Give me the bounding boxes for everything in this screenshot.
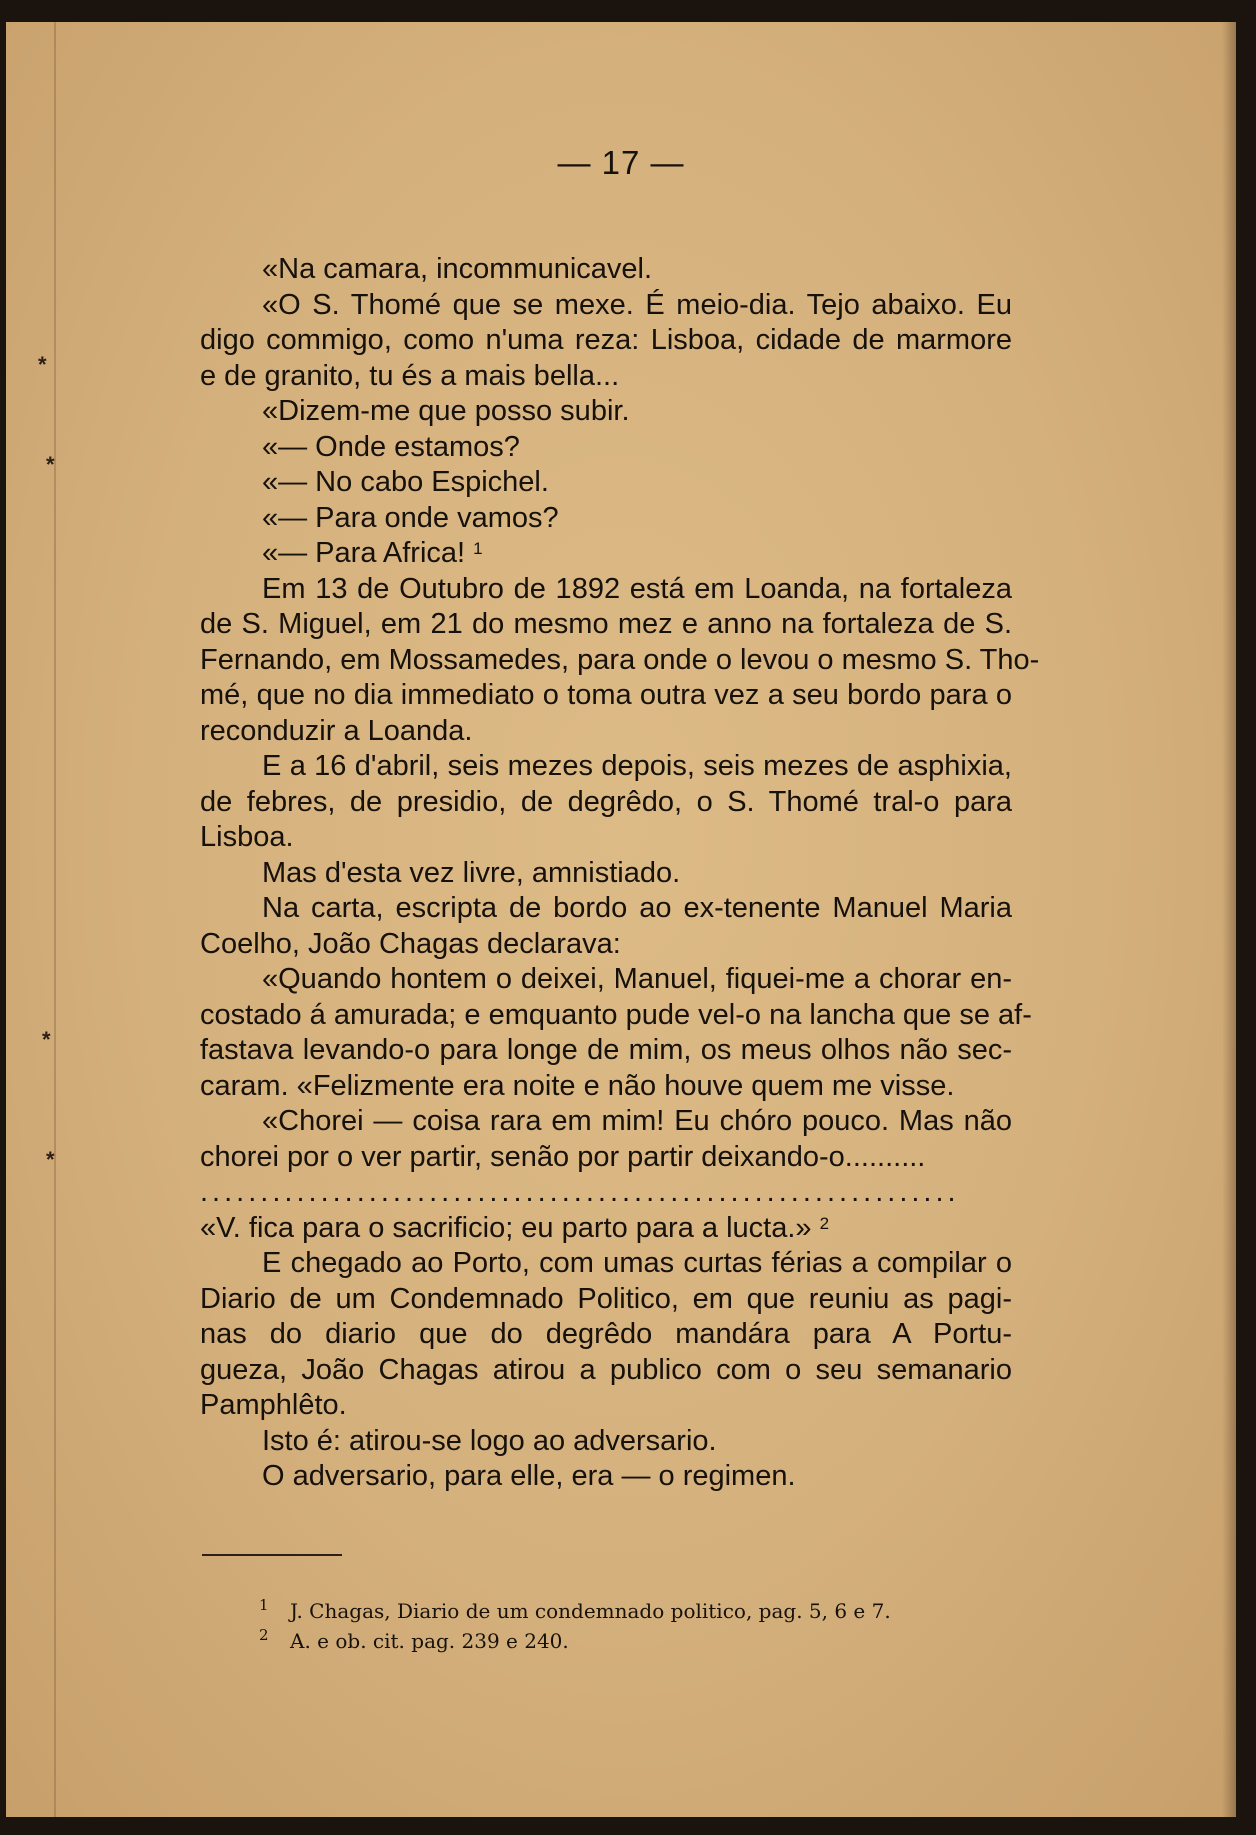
text-line — [200, 501, 1012, 537]
text-line — [200, 1459, 1012, 1495]
line-text: de febres, de presidio, de degrêdo, o S. Thomé tral-o para — [200, 785, 1012, 818]
text-line — [200, 252, 1012, 288]
line-text: Isto é: atirou-se logo ao adversario. — [262, 1424, 717, 1457]
footnote-number: 1 — [259, 1596, 269, 1614]
line-text: de S. Miguel, em 21 do mesmo mez e anno na fortaleza de S. — [200, 608, 1012, 640]
body-text — [200, 252, 1040, 1495]
text-line — [200, 1246, 1012, 1282]
line-text: chorei por o ver partir, senão por partir deixando-o.......... — [200, 1140, 926, 1173]
line-text: Coelho, João Chagas declarava: — [200, 927, 621, 960]
text-line — [200, 1140, 1012, 1176]
margin-mark: * — [38, 352, 47, 377]
text-line — [200, 749, 1012, 785]
text-line — [200, 643, 1040, 679]
line-text: nas do diario que do degrêdo mandára para A Portu- — [200, 1318, 1012, 1350]
footnote-number: 2 — [259, 1626, 269, 1644]
line-text: Diario de um Condemnado Politico, em que reuniu as pagi- — [200, 1282, 1012, 1315]
margin-mark: * — [42, 1027, 51, 1052]
line-text: Mas d'esta vez livre, amnistiado. — [262, 856, 681, 889]
line-text: «— Onde estamos? — [262, 430, 520, 463]
text-line — [200, 465, 1012, 501]
text-line — [200, 1104, 1012, 1140]
text-line — [200, 394, 1012, 430]
text-line — [200, 1353, 1012, 1389]
text-line — [200, 1211, 1012, 1247]
line-text: fastava levando-o para longe de mim, os meus olhos não sec- — [200, 1034, 1012, 1066]
text-line — [200, 714, 1012, 750]
margin-mark: * — [46, 1147, 55, 1172]
line-text: «— No cabo Espichel. — [262, 466, 549, 498]
line-text: mé, que no dia immediato o toma outra vez a seu bordo para o — [200, 679, 1012, 711]
text-line — [200, 856, 1012, 892]
text-line — [200, 430, 1012, 466]
footnote-ref: 1 — [473, 539, 483, 558]
line-text: «O S. Thomé que se mexe. É meio-dia. Tejo abaixo. Eu — [262, 288, 1012, 321]
line-text: Na carta, escripta de bordo ao ex-tenente Manuel Maria — [262, 892, 1012, 924]
text-line — [200, 785, 1012, 821]
line-text: «— Para Africa! — [262, 537, 466, 569]
text-line — [200, 1033, 1012, 1069]
text-line — [200, 359, 1012, 395]
text-line — [200, 607, 1012, 643]
line-text: «— Para onde vamos? — [262, 501, 559, 534]
line-text: «V. fica para o sacrificio; eu parto para a lucta.» — [200, 1211, 812, 1244]
line-text: Pamphlêto. — [200, 1389, 347, 1421]
text-line — [200, 1388, 1012, 1424]
line-text: reconduzir a Loanda. — [200, 714, 473, 747]
text-line — [200, 1424, 1012, 1460]
line-text: Fernando, em Mossamedes, para onde o levou o mesmo S. Tho- — [200, 643, 1040, 676]
text-line — [200, 1175, 1012, 1211]
footnote-ref: 2 — [819, 1213, 830, 1233]
line-text: Em 13 de Outubro de 1892 está em Loanda, na fortaleza — [262, 572, 1012, 605]
text-line — [200, 536, 1012, 572]
text-line — [200, 820, 1012, 856]
line-text: E a 16 d'abril, seis mezes depois, seis mezes de asphixia, — [262, 750, 1012, 782]
line-text: ............................................................... — [200, 1176, 960, 1208]
line-text: E chegado ao Porto, com umas curtas férias a compilar o — [262, 1247, 1012, 1279]
text-line — [200, 323, 1012, 359]
footnotes — [260, 1596, 1020, 1656]
line-text: «Quando hontem o deixei, Manuel, fiquei-me a chorar en- — [262, 963, 1012, 995]
line-text: «Dizem-me que posso subir. — [262, 395, 630, 427]
text-line — [200, 1317, 1012, 1353]
text-line — [200, 891, 1012, 927]
book-page — [6, 22, 1236, 1817]
footnote-divider — [202, 1554, 342, 1556]
page-number: — 17 — — [557, 144, 685, 181]
line-text: e de granito, tu és a mais bella... — [200, 359, 620, 392]
text-line — [200, 927, 1012, 963]
text-line — [200, 962, 1012, 998]
line-text: O adversario, para elle, era — o regimen. — [262, 1460, 796, 1492]
footnote-text: J. Chagas, Diario de um condemnado politico, pag. 5, 6 e 7. — [290, 1599, 891, 1623]
line-text: costado á amurada; e emquanto pude vel-o na lancha que se af- — [200, 998, 1032, 1031]
text-line — [200, 1069, 1012, 1105]
line-text: Lisboa. — [200, 821, 294, 853]
text-line — [200, 678, 1012, 714]
text-line — [200, 572, 1012, 608]
margin-mark: * — [46, 452, 55, 477]
footnote-1 — [260, 1596, 1020, 1626]
line-text: digo commigo, como n'uma reza: Lisboa, cidade de marmore — [200, 324, 1012, 356]
line-text: caram. «Felizmente era noite e não houve quem me visse. — [200, 1069, 955, 1102]
text-line — [200, 288, 1012, 324]
text-line — [200, 1282, 1012, 1318]
footnote-2 — [260, 1626, 1020, 1656]
line-text: «Na camara, incommunicavel. — [262, 253, 653, 285]
text-line — [200, 998, 1032, 1034]
line-text: «Chorei — coisa rara em mim! Eu chóro pouco. Mas não — [262, 1105, 1012, 1137]
footnote-text: A. e ob. cit. pag. 239 e 240. — [290, 1629, 569, 1653]
line-text: gueza, João Chagas atirou a publico com o seu semanario — [200, 1353, 1012, 1386]
